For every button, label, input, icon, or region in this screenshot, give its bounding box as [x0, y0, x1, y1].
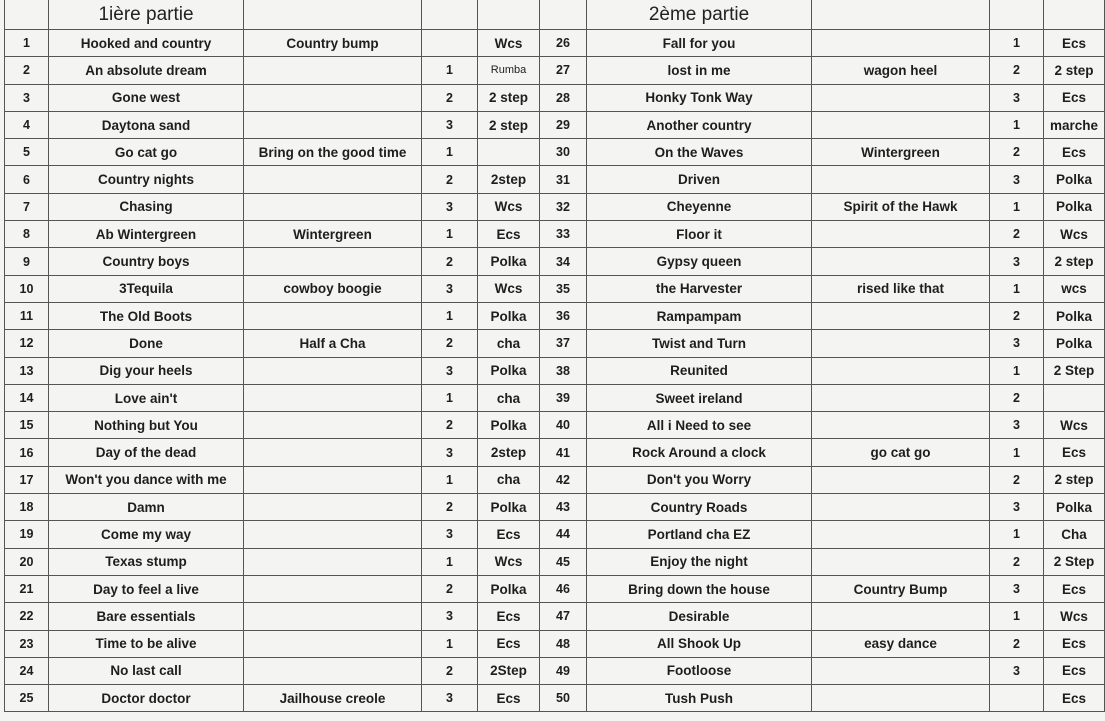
part1-dance-type: 2step [478, 166, 540, 193]
header-blank [478, 0, 540, 30]
part2-dance-type: Ecs [1044, 84, 1105, 111]
part1-alternate [244, 575, 422, 602]
part1-group: 1 [422, 302, 478, 329]
part2-alternate [812, 603, 990, 630]
part2-group: 3 [990, 412, 1044, 439]
part2-group: 3 [990, 166, 1044, 193]
part2-group: 1 [990, 521, 1044, 548]
part2-group: 2 [990, 384, 1044, 411]
part1-group: 2 [422, 412, 478, 439]
part1-alternate: Bring on the good time [244, 139, 422, 166]
part1-dance-type [478, 139, 540, 166]
header-blank [5, 0, 49, 30]
part2-group: 2 [990, 630, 1044, 657]
part2-group [990, 685, 1044, 712]
part1-alternate: Jailhouse creole [244, 685, 422, 712]
part1-group: 2 [422, 166, 478, 193]
part1-number: 3 [5, 84, 49, 111]
table-row [5, 139, 1105, 166]
table-row [5, 30, 1105, 57]
part1-number: 21 [5, 575, 49, 602]
part2-title: All i Need to see [587, 412, 812, 439]
part1-number: 24 [5, 657, 49, 684]
part1-title: Texas stump [49, 548, 244, 575]
part1-number: 5 [5, 139, 49, 166]
part1-dance-type: Polka [478, 302, 540, 329]
part2-number: 36 [540, 302, 587, 329]
part2-number: 40 [540, 412, 587, 439]
table-row [5, 412, 1105, 439]
part1-number: 23 [5, 630, 49, 657]
part2-dance-type: Ecs [1044, 139, 1105, 166]
part2-group: 2 [990, 302, 1044, 329]
part1-title: Gone west [49, 84, 244, 111]
part1-alternate [244, 439, 422, 466]
table-row [5, 357, 1105, 384]
part1-group: 1 [422, 548, 478, 575]
part1-dance-type: Polka [478, 575, 540, 602]
part2-alternate [812, 466, 990, 493]
part1-alternate [244, 521, 422, 548]
part2-dance-type: Polka [1044, 193, 1105, 220]
part1-title: Nothing but You [49, 412, 244, 439]
part2-number: 47 [540, 603, 587, 630]
table-row [5, 84, 1105, 111]
part2-dance-type: Polka [1044, 166, 1105, 193]
part2-group: 1 [990, 193, 1044, 220]
part2-title: Fall for you [587, 30, 812, 57]
part2-dance-type: Ecs [1044, 630, 1105, 657]
part1-dance-type: Wcs [478, 275, 540, 302]
part2-group: 2 [990, 221, 1044, 248]
table-row [5, 166, 1105, 193]
part1-alternate [244, 111, 422, 138]
part2-number: 46 [540, 575, 587, 602]
part1-alternate [244, 657, 422, 684]
part1-group: 3 [422, 439, 478, 466]
part1-alternate: Country bump [244, 30, 422, 57]
header-blank [422, 0, 478, 30]
part1-dance-type: cha [478, 330, 540, 357]
part1-title: Bare essentials [49, 603, 244, 630]
table-row [5, 466, 1105, 493]
table-row [5, 439, 1105, 466]
part2-group: 1 [990, 603, 1044, 630]
part2-alternate [812, 521, 990, 548]
part1-dance-type: Polka [478, 494, 540, 521]
part2-title: lost in me [587, 57, 812, 84]
part2-alternate: Wintergreen [812, 139, 990, 166]
part1-number: 18 [5, 494, 49, 521]
part2-title: Sweet ireland [587, 384, 812, 411]
part1-group: 2 [422, 84, 478, 111]
part1-title: Day to feel a live [49, 575, 244, 602]
part2-number: 48 [540, 630, 587, 657]
part2-group: 2 [990, 139, 1044, 166]
part1-group: 3 [422, 357, 478, 384]
part1-dance-type: 2 step [478, 111, 540, 138]
part1-number: 2 [5, 57, 49, 84]
table-row [5, 603, 1105, 630]
part2-group: 1 [990, 30, 1044, 57]
part1-group: 2 [422, 494, 478, 521]
part2-dance-type: Ecs [1044, 439, 1105, 466]
part1-alternate: Half a Cha [244, 330, 422, 357]
part1-number: 12 [5, 330, 49, 357]
part2-dance-type: wcs [1044, 275, 1105, 302]
part2-group: 3 [990, 84, 1044, 111]
part2-title: All Shook Up [587, 630, 812, 657]
part1-dance-type: Ecs [478, 630, 540, 657]
part2-dance-type: 2 step [1044, 57, 1105, 84]
part2-dance-type: Wcs [1044, 603, 1105, 630]
part2-number: 29 [540, 111, 587, 138]
table-row [5, 521, 1105, 548]
part2-alternate: Country Bump [812, 575, 990, 602]
part1-number: 19 [5, 521, 49, 548]
part2-dance-type: Ecs [1044, 575, 1105, 602]
part2-number: 31 [540, 166, 587, 193]
part2-title: Enjoy the night [587, 548, 812, 575]
part1-title: Daytona sand [49, 111, 244, 138]
part1-number: 6 [5, 166, 49, 193]
part1-title: Won't you dance with me [49, 466, 244, 493]
table-row [5, 685, 1105, 712]
part2-group: 2 [990, 57, 1044, 84]
part2-dance-type: Wcs [1044, 221, 1105, 248]
part2-group: 3 [990, 330, 1044, 357]
part1-group: 2 [422, 330, 478, 357]
part2-group: 1 [990, 439, 1044, 466]
part1-header: 1ière partie [49, 0, 244, 30]
part2-dance-type: 2 Step [1044, 357, 1105, 384]
part2-number: 33 [540, 221, 587, 248]
part2-dance-type: Ecs [1044, 30, 1105, 57]
part1-dance-type: Wcs [478, 548, 540, 575]
part1-title: Hooked and country [49, 30, 244, 57]
part1-dance-type: Polka [478, 357, 540, 384]
part2-dance-type: Ecs [1044, 657, 1105, 684]
part1-group: 1 [422, 221, 478, 248]
part2-title: Don't you Worry [587, 466, 812, 493]
part1-number: 11 [5, 302, 49, 329]
part2-number: 42 [540, 466, 587, 493]
part2-number: 28 [540, 84, 587, 111]
table-row [5, 330, 1105, 357]
part2-alternate [812, 412, 990, 439]
part2-group: 3 [990, 575, 1044, 602]
table-row [5, 302, 1105, 329]
part1-group [422, 30, 478, 57]
part1-dance-type: cha [478, 384, 540, 411]
part1-group: 3 [422, 521, 478, 548]
part1-title: Go cat go [49, 139, 244, 166]
part1-alternate [244, 384, 422, 411]
part1-number: 20 [5, 548, 49, 575]
part1-number: 15 [5, 412, 49, 439]
part1-dance-type: cha [478, 466, 540, 493]
part1-number: 9 [5, 248, 49, 275]
header-blank [1044, 0, 1105, 30]
part2-alternate [812, 221, 990, 248]
part1-alternate [244, 302, 422, 329]
part1-dance-type: Polka [478, 412, 540, 439]
part1-alternate: cowboy boogie [244, 275, 422, 302]
table-row [5, 630, 1105, 657]
part1-dance-type: Wcs [478, 193, 540, 220]
part1-alternate: Wintergreen [244, 221, 422, 248]
part2-dance-type: Ecs [1044, 685, 1105, 712]
part2-title: Gypsy queen [587, 248, 812, 275]
table-row [5, 248, 1105, 275]
part2-number: 49 [540, 657, 587, 684]
part1-alternate [244, 412, 422, 439]
part1-alternate [244, 84, 422, 111]
part2-dance-type: 2 Step [1044, 548, 1105, 575]
part2-number: 37 [540, 330, 587, 357]
part2-group: 2 [990, 548, 1044, 575]
part1-dance-type: Ecs [478, 685, 540, 712]
part2-alternate [812, 685, 990, 712]
part1-title: Chasing [49, 193, 244, 220]
part1-number: 8 [5, 221, 49, 248]
table-row [5, 111, 1105, 138]
part1-alternate [244, 248, 422, 275]
part1-title: Time to be alive [49, 630, 244, 657]
part1-group: 2 [422, 575, 478, 602]
part1-number: 7 [5, 193, 49, 220]
part1-number: 25 [5, 685, 49, 712]
part1-group: 1 [422, 57, 478, 84]
part2-number: 44 [540, 521, 587, 548]
part2-title: Floor it [587, 221, 812, 248]
header-blank [540, 0, 587, 30]
part2-group: 1 [990, 275, 1044, 302]
part1-alternate [244, 630, 422, 657]
part2-dance-type: Polka [1044, 330, 1105, 357]
part1-number: 10 [5, 275, 49, 302]
part2-title: Driven [587, 166, 812, 193]
part1-group: 3 [422, 111, 478, 138]
part1-number: 4 [5, 111, 49, 138]
part1-title: 3Tequila [49, 275, 244, 302]
part2-alternate [812, 30, 990, 57]
part1-group: 1 [422, 384, 478, 411]
part1-dance-type: 2step [478, 439, 540, 466]
part1-alternate [244, 357, 422, 384]
part1-group: 2 [422, 248, 478, 275]
part1-dance-type: Ecs [478, 603, 540, 630]
part2-header: 2ème partie [587, 0, 812, 30]
part1-title: Country nights [49, 166, 244, 193]
part2-alternate [812, 384, 990, 411]
part2-title: Rampampam [587, 302, 812, 329]
part2-alternate [812, 330, 990, 357]
part2-title: Twist and Turn [587, 330, 812, 357]
table-row [5, 548, 1105, 575]
part2-alternate [812, 84, 990, 111]
part1-group: 1 [422, 630, 478, 657]
part2-alternate [812, 248, 990, 275]
dance-list-table [4, 0, 1105, 712]
part1-title: Ab Wintergreen [49, 221, 244, 248]
part2-alternate [812, 494, 990, 521]
part2-alternate: Spirit of the Hawk [812, 193, 990, 220]
header-blank [990, 0, 1044, 30]
table-row [5, 221, 1105, 248]
part1-alternate [244, 193, 422, 220]
part1-number: 1 [5, 30, 49, 57]
part2-dance-type: 2 step [1044, 466, 1105, 493]
part2-dance-type: Polka [1044, 494, 1105, 521]
header-row [5, 0, 1105, 30]
part1-title: Dig your heels [49, 357, 244, 384]
part2-alternate [812, 657, 990, 684]
part2-number: 35 [540, 275, 587, 302]
part2-title: Bring down the house [587, 575, 812, 602]
part1-alternate [244, 494, 422, 521]
part2-dance-type: marche [1044, 111, 1105, 138]
part1-dance-type: Ecs [478, 521, 540, 548]
part1-title: Love ain't [49, 384, 244, 411]
part2-alternate: wagon heel [812, 57, 990, 84]
part1-title: Come my way [49, 521, 244, 548]
part2-alternate [812, 357, 990, 384]
part2-title: On the Waves [587, 139, 812, 166]
part2-title: the Harvester [587, 275, 812, 302]
part2-number: 34 [540, 248, 587, 275]
part1-number: 13 [5, 357, 49, 384]
part2-number: 27 [540, 57, 587, 84]
part1-title: Damn [49, 494, 244, 521]
part1-dance-type: Ecs [478, 221, 540, 248]
part1-group: 1 [422, 466, 478, 493]
part1-group: 2 [422, 657, 478, 684]
part1-title: Doctor doctor [49, 685, 244, 712]
part2-title: Footloose [587, 657, 812, 684]
part2-group: 3 [990, 248, 1044, 275]
part1-dance-type: Rumba [478, 57, 540, 84]
part1-number: 17 [5, 466, 49, 493]
part2-title: Country Roads [587, 494, 812, 521]
part1-title: An absolute dream [49, 57, 244, 84]
part2-title: Honky Tonk Way [587, 84, 812, 111]
table-row [5, 275, 1105, 302]
part2-dance-type: Cha [1044, 521, 1105, 548]
part1-group: 3 [422, 685, 478, 712]
part1-group: 3 [422, 603, 478, 630]
part1-dance-type: 2Step [478, 657, 540, 684]
part2-alternate: easy dance [812, 630, 990, 657]
part1-number: 14 [5, 384, 49, 411]
part2-number: 32 [540, 193, 587, 220]
part1-title: The Old Boots [49, 302, 244, 329]
part1-alternate [244, 466, 422, 493]
part2-title: Desirable [587, 603, 812, 630]
part1-alternate [244, 166, 422, 193]
part2-title: Portland cha EZ [587, 521, 812, 548]
part2-number: 38 [540, 357, 587, 384]
part1-title: Done [49, 330, 244, 357]
part2-alternate [812, 111, 990, 138]
part2-number: 41 [540, 439, 587, 466]
part2-alternate [812, 548, 990, 575]
part1-alternate [244, 603, 422, 630]
part2-number: 30 [540, 139, 587, 166]
part1-group: 3 [422, 275, 478, 302]
part2-title: Another country [587, 111, 812, 138]
part2-title: Reunited [587, 357, 812, 384]
table-row [5, 494, 1105, 521]
part1-dance-type: 2 step [478, 84, 540, 111]
table-row [5, 57, 1105, 84]
part1-number: 16 [5, 439, 49, 466]
part2-alternate [812, 166, 990, 193]
table-row [5, 575, 1105, 602]
part1-title: Country boys [49, 248, 244, 275]
part1-group: 3 [422, 193, 478, 220]
part2-title: Tush Push [587, 685, 812, 712]
part2-group: 1 [990, 111, 1044, 138]
part1-dance-type: Polka [478, 248, 540, 275]
table-row [5, 384, 1105, 411]
part2-dance-type [1044, 384, 1105, 411]
part2-dance-type: 2 step [1044, 248, 1105, 275]
table-row [5, 193, 1105, 220]
part1-dance-type: Wcs [478, 30, 540, 57]
part2-number: 45 [540, 548, 587, 575]
part2-alternate [812, 302, 990, 329]
part2-title: Rock Around a clock [587, 439, 812, 466]
header-blank [812, 0, 990, 30]
part2-title: Cheyenne [587, 193, 812, 220]
part2-group: 2 [990, 466, 1044, 493]
part2-dance-type: Polka [1044, 302, 1105, 329]
part2-number: 43 [540, 494, 587, 521]
part2-number: 26 [540, 30, 587, 57]
part2-number: 39 [540, 384, 587, 411]
part2-group: 1 [990, 357, 1044, 384]
part1-title: Day of the dead [49, 439, 244, 466]
part1-title: No last call [49, 657, 244, 684]
part1-number: 22 [5, 603, 49, 630]
header-blank [244, 0, 422, 30]
part2-dance-type: Wcs [1044, 412, 1105, 439]
part2-alternate: go cat go [812, 439, 990, 466]
part2-group: 3 [990, 494, 1044, 521]
part1-alternate [244, 548, 422, 575]
table-row [5, 657, 1105, 684]
part2-group: 3 [990, 657, 1044, 684]
part1-group: 1 [422, 139, 478, 166]
part2-number: 50 [540, 685, 587, 712]
part2-alternate: rised like that [812, 275, 990, 302]
part1-alternate [244, 57, 422, 84]
